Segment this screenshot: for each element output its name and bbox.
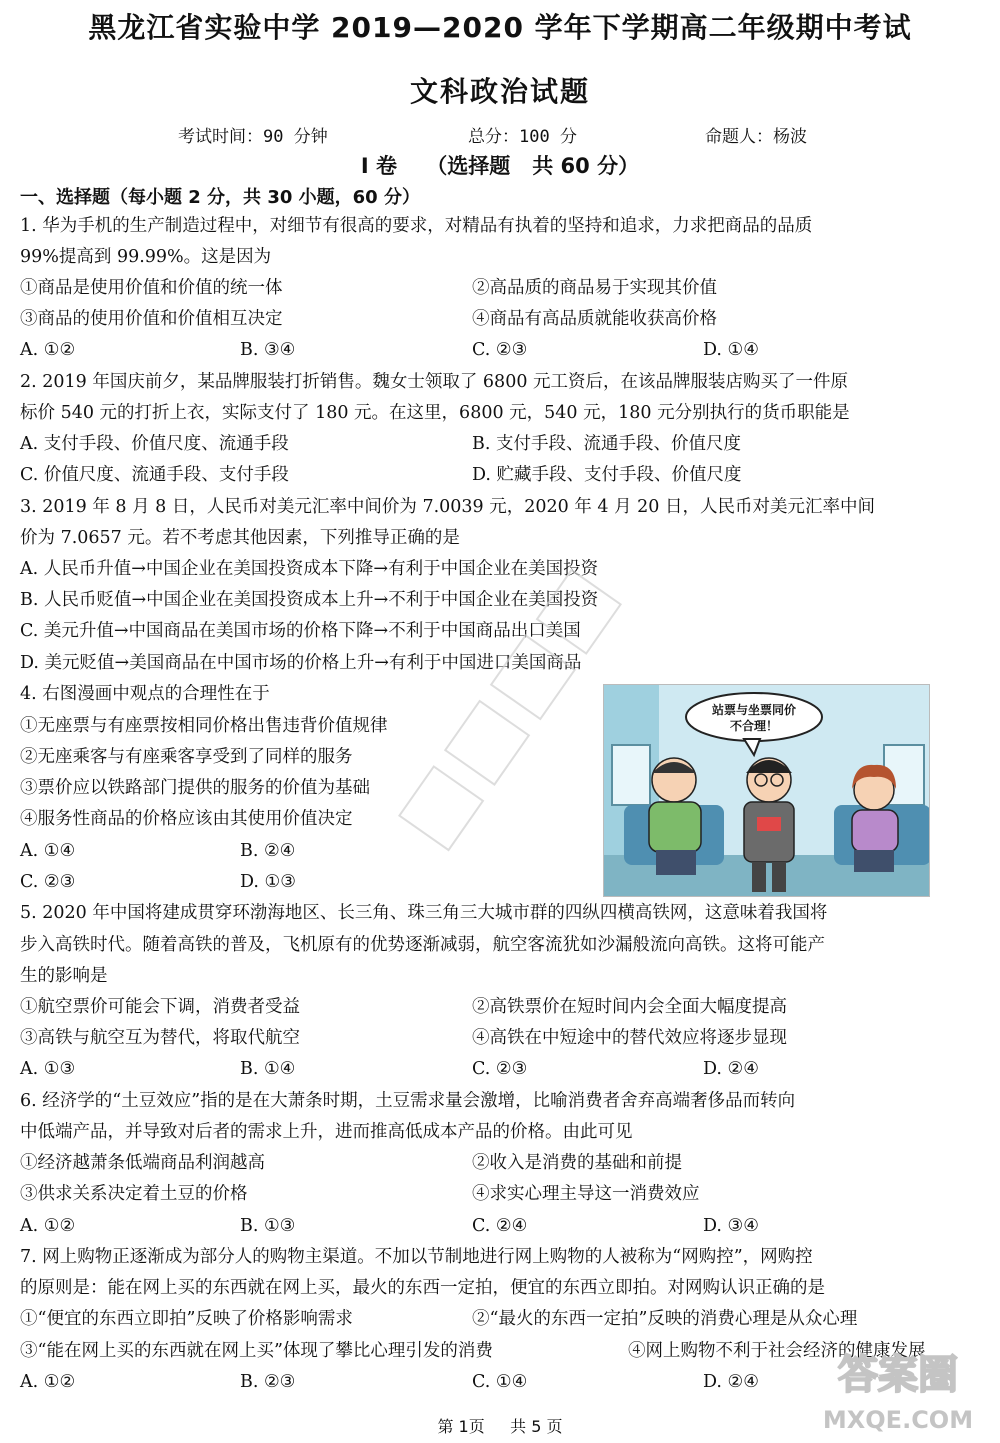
q5-choice-b: B. ①④ (240, 1059, 296, 1079)
exam-author: 命题人：杨波 (705, 127, 807, 147)
comic-caption-line1: 站票与坐票同价 (711, 703, 797, 717)
q1-statement-1: ①商品是使用价值和价值的统一体 (20, 278, 283, 298)
q4-statement-2: ②无座乘客与有座乘客享受到了同样的服务 (20, 747, 353, 767)
q7-statement-1: ①“便宜的东西立即拍”反映了价格影响需求 (20, 1309, 353, 1329)
q1-choice-d: D. ①④ (703, 340, 759, 360)
q7-statement-4: ④网上购物不利于社会经济的健康发展 (628, 1341, 926, 1361)
q4-choice-a: A. ①④ (20, 841, 76, 861)
page-footer: 第 1页 共 5 页 (437, 1417, 563, 1436)
q4-stem: 4. 右图漫画中观点的合理性在于 (20, 684, 270, 704)
exam-title: 黑龙江省实验中学 2019—2020 学年下学期高二年级期中考试 (88, 11, 912, 44)
q1-choice-b: B. ③④ (240, 340, 296, 360)
q6-choice-d: D. ③④ (703, 1216, 759, 1236)
q6-statement-2: ②收入是消费的基础和前提 (472, 1153, 682, 1173)
comic-caption-line2: 不合理！ (729, 719, 779, 733)
q1-choice-c: C. ②③ (472, 340, 528, 360)
q3-stem-line1: 3. 2019 年 8 月 8 日，人民币对美元汇率中间价为 7.0039 元，2020 年 4 月 20 日，人民币对美元汇率中间 (20, 497, 875, 517)
exam-subtitle: 文科政治试题 (409, 75, 590, 108)
q6-statement-4: ④求实心理主导这一消费效应 (472, 1184, 700, 1204)
q4-statement-3: ③票价应以铁路部门提供的服务的价值为基础 (20, 778, 370, 798)
q5-choice-a: A. ①③ (20, 1059, 76, 1079)
total-score: 总分：100 分 (468, 127, 577, 147)
q5-stem-line2: 步入高铁时代。随着高铁的普及，飞机原有的优势逐渐减弱，航空客流犹如沙漏般流向高铁。这将可能产 (20, 935, 825, 955)
q2-stem-line2: 标价 540 元的打折上衣，实际支付了 180 元。在这里，6800 元，540 元，180 元分别执行的货币职能是 (20, 403, 850, 423)
q4-choice-d: D. ①③ (240, 872, 296, 892)
q3-choice-d: D. 美元贬值→美国商品在中国市场的价格上升→有利于中国进口美国商品 (20, 653, 582, 673)
train-comic-image (603, 684, 930, 897)
q7-stem-line2: 的原则是：能在网上买的东西就在网上买，最火的东西一定拍，便宜的东西立即拍。对网购认识正确的是 (20, 1278, 825, 1298)
q5-statement-3: ③高铁与航空互为替代，将取代航空 (20, 1028, 300, 1048)
q7-choice-a: A. ①② (20, 1372, 76, 1392)
logo-text: 答案圈 (838, 1352, 958, 1398)
q6-choice-b: B. ①③ (240, 1216, 296, 1236)
q2-choice-d: D. 贮藏手段、支付手段、价值尺度 (472, 465, 742, 485)
q4-choice-c: C. ②③ (20, 872, 76, 892)
q1-choice-a: A. ①② (20, 340, 76, 360)
q5-statement-4: ④高铁在中短途中的替代效应将逐步显现 (472, 1028, 787, 1048)
q1-statement-2: ②高品质的商品易于实现其价值 (472, 278, 717, 298)
exam-time: 考试时间：90 分钟 (178, 127, 328, 147)
q7-choice-c: C. ①④ (472, 1372, 528, 1392)
q3-choice-c: C. 美元升值→中国商品在美国市场的价格下降→不利于中国商品出口美国 (20, 621, 581, 641)
q6-stem-line2: 中低端产品，并导致对后者的需求上升，进而推高低成本产品的价格。由此可见 (20, 1122, 633, 1142)
q4-choice-b: B. ②④ (240, 841, 296, 861)
q7-stem-line1: 7. 网上购物正逐渐成为部分人的购物主渠道。不加以节制地进行网上购物的人被称为“网购控”，网购控 (20, 1247, 813, 1267)
q2-stem-line1: 2. 2019 年国庆前夕，某品牌服装打折销售。魏女士领取了 6800 元工资后，在该品牌服装店购买了一件原 (20, 372, 849, 392)
q5-statement-2: ②高铁票价在短时间内会全面大幅度提高 (472, 997, 787, 1017)
q6-stem-line1: 6. 经济学的“土豆效应”指的是在大萧条时期，土豆需求量会激增，比喻消费者舍弃高端奢侈品而转向 (20, 1091, 796, 1111)
q1-stem-line1: 1. 华为手机的生产制造过程中，对细节有很高的要求，对精品有执着的坚持和追求，力求把商品的品质 (20, 216, 813, 236)
q6-choice-a: A. ①② (20, 1216, 76, 1236)
q5-choice-d: D. ②④ (703, 1059, 759, 1079)
q2-choice-b: B. 支付手段、流通手段、价值尺度 (472, 434, 741, 454)
q3-stem-line2: 价为 7.0657 元。若不考虑其他因素，下列推导正确的是 (20, 528, 460, 548)
q7-choice-d: D. ②④ (703, 1372, 759, 1392)
q3-choice-b: B. 人民币贬值→中国企业在美国投资成本上升→不利于中国企业在美国投资 (20, 590, 599, 610)
q1-statement-3: ③商品的使用价值和价值相互决定 (20, 309, 283, 329)
section-heading: 一、选择题（每小题 2 分，共 30 小题，60 分） (20, 187, 420, 208)
q4-statement-1: ①无座票与有座票按相同价格出售违背价值规律 (20, 716, 388, 736)
q5-stem-line3: 生的影响是 (20, 966, 108, 986)
q1-stem-line2: 99%提高到 99.99%。这是因为 (20, 247, 272, 267)
q6-statement-1: ①经济越萧条低端商品利润越高 (20, 1153, 265, 1173)
q3-choice-a: A. 人民币升值→中国企业在美国投资成本下降→有利于中国企业在美国投资 (20, 559, 599, 579)
q5-stem-line1: 5. 2020 年中国将建成贯穿环渤海地区、长三角、珠三角三大城市群的四纵四横高铁网，这意味着我国将 (20, 903, 828, 923)
volume-heading: I 卷 （选择题 共 60 分） (360, 154, 640, 178)
q5-choice-c: C. ②③ (472, 1059, 528, 1079)
logo-site: MXQE.COM (822, 1406, 974, 1434)
q4-statement-4: ④服务性商品的价格应该由其使用价值决定 (20, 809, 353, 829)
q2-choice-c: C. 价值尺度、流通手段、支付手段 (20, 465, 289, 485)
q7-statement-3: ③“能在网上买的东西就在网上买”体现了攀比心理引发的消费 (20, 1341, 493, 1361)
q6-choice-c: C. ②④ (472, 1216, 528, 1236)
q1-statement-4: ④商品有高品质就能收获高价格 (472, 309, 717, 329)
q2-choice-a: A. 支付手段、价值尺度、流通手段 (20, 434, 289, 454)
comic-illustration (604, 685, 930, 897)
q6-statement-3: ③供求关系决定着土豆的价格 (20, 1184, 248, 1204)
q5-statement-1: ①航空票价可能会下调，消费者受益 (20, 997, 300, 1017)
q7-statement-2: ②“最火的东西一定拍”反映的消费心理是从众心理 (472, 1309, 858, 1329)
q7-choice-b: B. ②③ (240, 1372, 296, 1392)
